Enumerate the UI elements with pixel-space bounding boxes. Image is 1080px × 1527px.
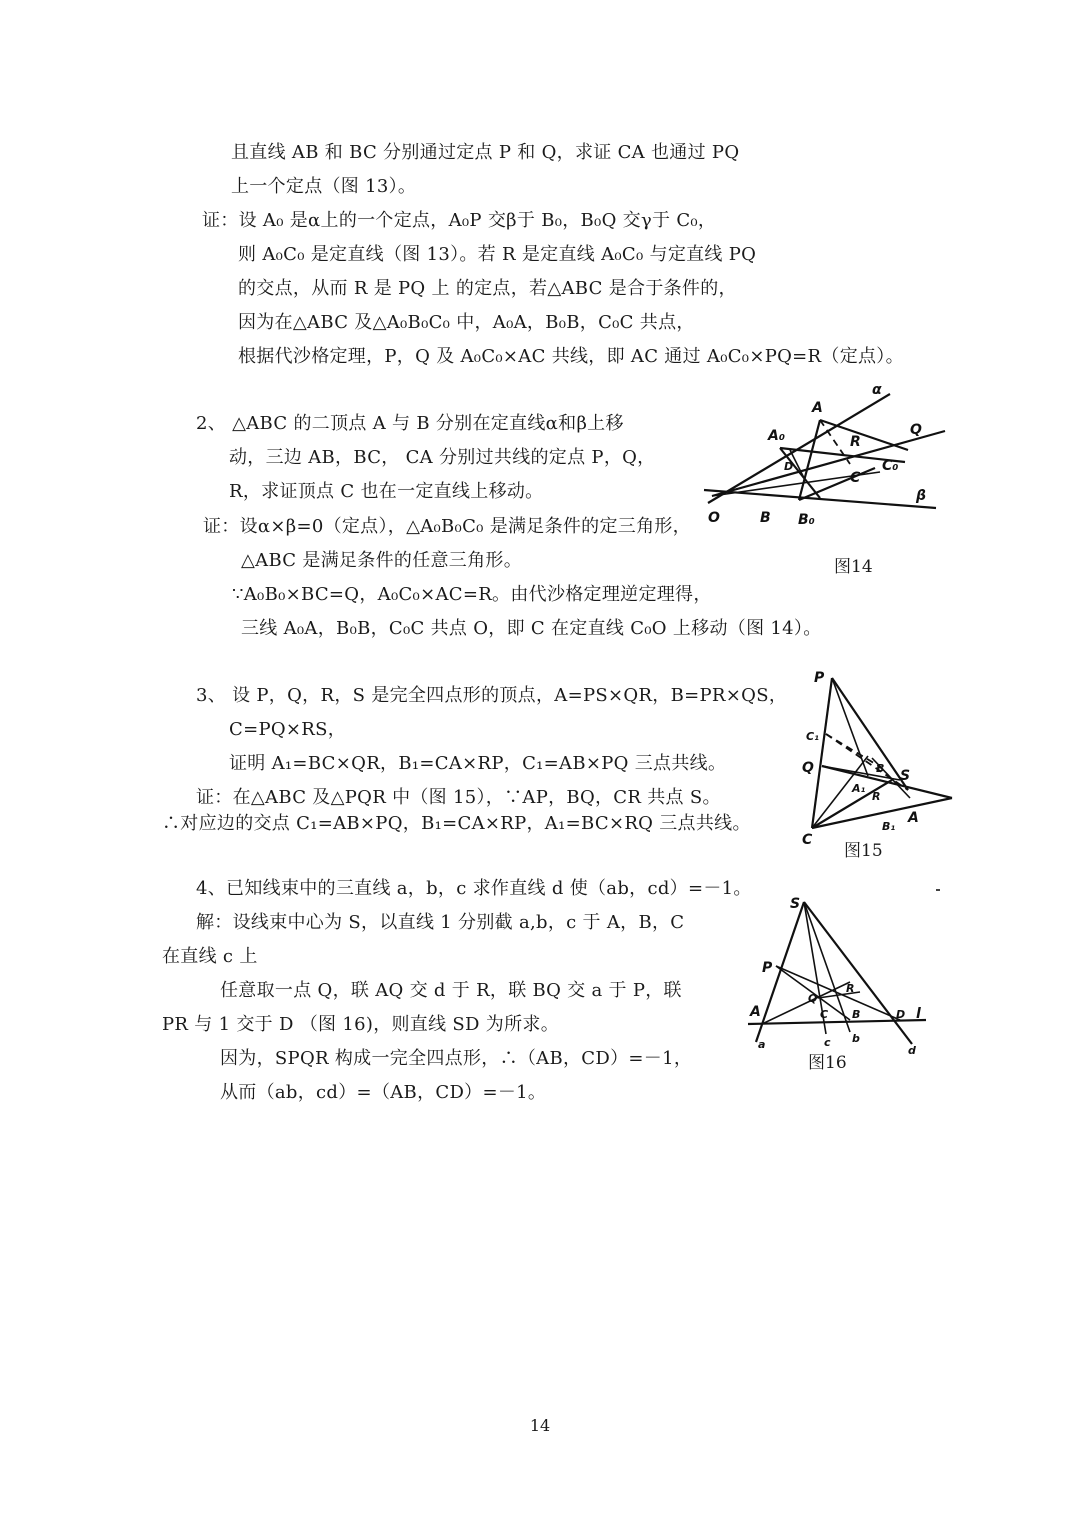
problem3-line-3: 证明 A₁=BC×QR，B₁=CA×RP，C₁=AB×PQ 三点共线。 bbox=[229, 753, 727, 774]
label-q: Q bbox=[802, 760, 814, 776]
label-d: D bbox=[784, 460, 794, 473]
label-c-line: c bbox=[824, 1036, 831, 1049]
line-alpha bbox=[708, 394, 890, 503]
problem2-line-1: 2、 △ABC 的二顶点 A 与 B 分别在定直线α和β上移 bbox=[196, 413, 624, 434]
label-alpha: α bbox=[872, 382, 882, 398]
stray-mark bbox=[936, 889, 940, 891]
line-qa bbox=[822, 766, 952, 798]
problem4-line-5: PR 与 1 交于 D （图 16)，则直线 SD 为所求。 bbox=[162, 1014, 560, 1035]
label-c: C bbox=[850, 470, 861, 486]
label-a0: A₀ bbox=[768, 428, 785, 444]
line-pr bbox=[832, 678, 868, 776]
label-s: S bbox=[790, 896, 801, 912]
problem2-line-3: R，求证顶点 C 也在一定直线上移动。 bbox=[229, 481, 544, 502]
problem2-line-4: 证：设α×β=0（定点），△A₀B₀C₀ 是满足条件的定三角形， bbox=[203, 516, 691, 537]
problem3-line-2: C=PQ×RS， bbox=[229, 719, 347, 740]
figure-16 bbox=[740, 892, 940, 1072]
label-c1: C₁ bbox=[806, 730, 819, 743]
label-r: R bbox=[872, 790, 881, 803]
label-b1: B₁ bbox=[882, 820, 896, 833]
label-q: Q bbox=[910, 422, 922, 438]
label-a1: A₁ bbox=[852, 782, 866, 795]
proof1-line-4: 因为在△ABC 及△A₀B₀C₀ 中，A₀A，B₀B，C₀C 共点， bbox=[238, 312, 695, 333]
line-a0b0 bbox=[780, 448, 820, 498]
intro-line-2: 上一个定点（图 13）。 bbox=[231, 176, 417, 197]
figure-15 bbox=[800, 668, 965, 848]
label-a: A bbox=[812, 400, 823, 416]
problem4-line-7: 从而（ab，cd）=（AB，CD）=－1。 bbox=[220, 1082, 547, 1103]
line-bc bbox=[799, 468, 875, 500]
caption-fig14: 图14 bbox=[834, 557, 873, 577]
line-pq bbox=[712, 431, 945, 496]
figure-14 bbox=[700, 378, 960, 538]
label-d-line: d bbox=[908, 1044, 916, 1057]
label-b: B bbox=[760, 510, 771, 526]
problem2-line-2: 动，三边 AB，BC， CA 分别过共线的定点 P，Q， bbox=[229, 447, 656, 468]
label-q: Q bbox=[808, 992, 818, 1005]
proof1-line-1: 证：设 A₀ 是α上的一个定点，A₀P 交β于 B₀，B₀Q 交γ于 C₀， bbox=[202, 210, 717, 231]
line-qs bbox=[822, 766, 900, 780]
label-b-line: b bbox=[852, 1032, 860, 1045]
proof1-line-2: 则 A₀C₀ 是定直线（图 13）。若 R 是定直线 A₀C₀ 与定直线 PQ bbox=[238, 244, 757, 265]
problem4-line-6: 因为，SPQR 构成一完全四点形，∴（AB，CD）=－1， bbox=[220, 1048, 693, 1069]
problem3-line-1: 3、 设 P，Q，R，S 是完全四点形的顶点，A=PS×QR，B=PR×QS， bbox=[196, 685, 788, 706]
problem4-line-3: 在直线 c 上 bbox=[162, 946, 258, 967]
problem2-line-6: ∵A₀B₀×BC=Q，A₀C₀×AC=R。由代沙格定理逆定理得， bbox=[232, 584, 712, 605]
label-r: R bbox=[850, 434, 861, 450]
proof1-line-3: 的交点，从而 R 是 PQ 上 的定点，若△ABC 是合于条件的， bbox=[238, 278, 737, 299]
problem3-line-5: ∴对应边的交点 C₁=AB×PQ，B₁=CA×RP，A₁=BC×RQ 三点共线。 bbox=[162, 813, 751, 834]
label-c: C bbox=[802, 832, 813, 848]
page-number: 14 bbox=[529, 1416, 551, 1435]
label-b: B bbox=[852, 1008, 861, 1021]
label-c: C bbox=[820, 1008, 829, 1021]
label-r: R bbox=[846, 982, 855, 995]
label-b: B bbox=[876, 762, 885, 775]
label-l: l bbox=[916, 1006, 921, 1022]
label-b0: B₀ bbox=[798, 512, 815, 528]
problem2-line-5: △ABC 是满足条件的任意三角形。 bbox=[241, 550, 522, 571]
intro-line-1: 且直线 AB 和 BC 分别通过定点 P 和 Q，求证 CA 也通过 PQ bbox=[231, 142, 740, 163]
label-a: A bbox=[750, 1004, 761, 1020]
line-ac bbox=[820, 420, 908, 450]
problem4-line-2: 解：设线束中心为 S，以直线 1 分别截 a,b，c 于 A，B，C bbox=[196, 912, 685, 933]
proof1-line-5: 根据代沙格定理，P，Q 及 A₀C₀×AC 共线，即 AC 通过 A₀C₀×PQ=R（定点）。 bbox=[238, 346, 904, 367]
label-a: A bbox=[908, 810, 919, 826]
label-d-point: D bbox=[896, 1008, 906, 1021]
label-o: O bbox=[708, 510, 720, 526]
problem2-line-7: 三线 A₀A，B₀B，C₀C 共点 O，即 C 在定直线 C₀O 上移动（图 14）。 bbox=[241, 618, 822, 639]
line-ab bbox=[799, 420, 820, 500]
label-a-line: a bbox=[758, 1038, 766, 1051]
label-s: S bbox=[900, 768, 911, 784]
problem4-line-4: 任意取一点 Q，联 AQ 交 d 于 R，联 BQ 交 a 于 P，联 bbox=[220, 980, 682, 1001]
label-p: P bbox=[762, 960, 773, 976]
line-pa bbox=[832, 678, 911, 790]
label-c0: C₀ bbox=[882, 458, 899, 474]
caption-fig16: 图16 bbox=[808, 1053, 847, 1073]
label-beta: β bbox=[916, 488, 927, 504]
label-p: P bbox=[814, 670, 825, 686]
caption-fig15: 图15 bbox=[844, 841, 883, 861]
problem3-line-4: 证：在△ABC 及△PQR 中（图 15），∵AP，BQ，CR 共点 S。 bbox=[196, 787, 721, 808]
problem4-line-1: 4、已知线束中的三直线 a，b，c 求作直线 d 使（ab，cd）=－1。 bbox=[196, 878, 752, 899]
